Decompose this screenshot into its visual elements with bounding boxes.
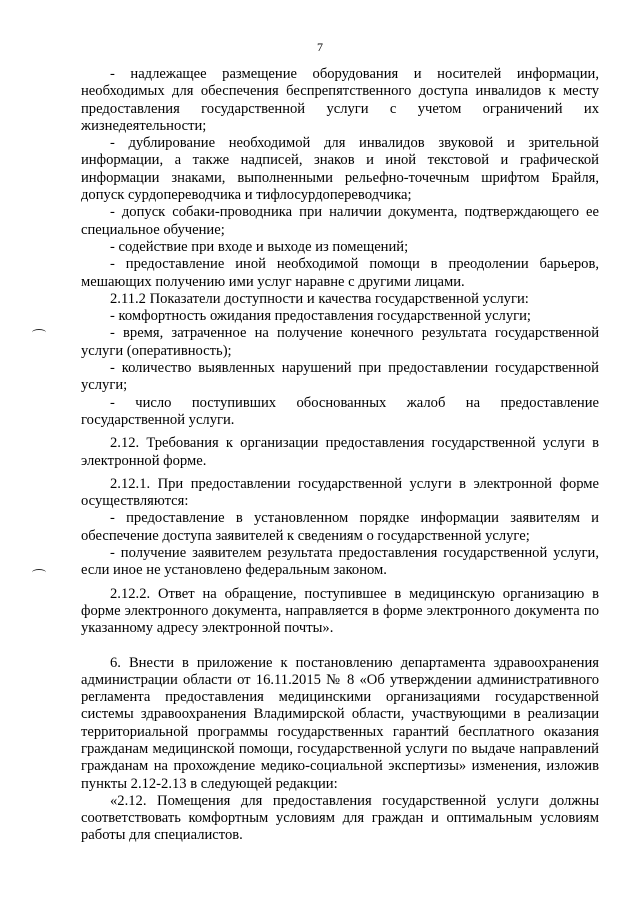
document-body (81, 66, 599, 845)
paragraph-violations: - количество выявленных нарушений при предоставлении государственной услуги; (81, 360, 599, 394)
margin-mark (32, 569, 46, 576)
paragraph-2-12-heading: 2.12. Требования к организации предоставления государственной услуги в электронной форме. (81, 435, 599, 469)
margin-mark (32, 329, 46, 336)
paragraph-new-2-12: «2.12. Помещения для предоставления государственной услуги должны соответствовать комфортным условиям для граждан и оптимальным условиям работы для специалистов. (81, 792, 599, 844)
paragraph-complaints: - число поступивших обоснованных жалоб на предоставление государственной услуги. (81, 394, 599, 428)
paragraph-result-receipt: - получение заявителем результата предоставления государственной услуги, если иное не установлено федеральным законом. (81, 545, 599, 579)
paragraph-2-12-1-heading: 2.12.1. При предоставлении государственной услуги в электронной форме осуществляются: (81, 475, 599, 510)
paragraph-item-6: 6. Внести в приложение к постановлению департамента здравоохранения администрации области от 16.11.2015 № 8 «Об утверждении административного регламента предоставления медицинскими организациями государственной системы здравоохранения Владимирской области, участвующими в реализации территориальной программы государственных гарантий бесплатного оказания гражданам медицинской помощи, государственной услуги по выдаче направлений гражданам на прохождение медико-социальной экспертизы» изменения, изложив пункты 2.12-2.13 в следующей редакции: (81, 654, 599, 792)
paragraph-other-help: - предоставление иной необходимой помощи в преодолении барьеров, мешающих получению ими услуг наравне с другими лицами. (81, 256, 599, 290)
paragraph-info-provision: - предоставление в установленном порядке информации заявителям и обеспечение доступа заявителей к сведениям о государственной услуге; (81, 510, 599, 544)
paragraph-time: - время, затраченное на получение конечного результата государственной услуги (оперативность); (81, 325, 599, 359)
paragraph-2-11-2-heading: 2.11.2 Показатели доступности и качества государственной услуги: (110, 290, 529, 307)
paragraph-entry-assistance: - содействие при входе и выходе из помещений; (110, 238, 409, 255)
paragraph-comfort: - комфортность ожидания предоставления государственной услуги; (110, 308, 531, 325)
paragraph-info-duplication: - дублирование необходимой для инвалидов звуковой и зрительной информации, а также надписей, знаков и иной текстовой и графической информации знаками, выполненными рельефно-точечным шрифтом Брайля, допуск сурдопереводчика и тифлосурдопереводчика; (81, 135, 599, 204)
paragraph-equipment-placement: - надлежащее размещение оборудования и носителей информации, необходимых для обеспечения беспрепятственного доступа инвалидов к месту предоставления государственной услуги с учетом ограничений их жизнедеятельности; (81, 66, 599, 134)
paragraph-guide-dog: - допуск собаки-проводника при наличии документа, подтверждающего ее специальное обучение; (81, 204, 599, 238)
page-number: 7 (317, 40, 323, 54)
paragraph-2-12-2: 2.12.2. Ответ на обращение, поступившее в медицинскую организацию в форме электронного документа, направляется в форме электронного документа по указанному адресу электронной почты». (81, 585, 599, 637)
